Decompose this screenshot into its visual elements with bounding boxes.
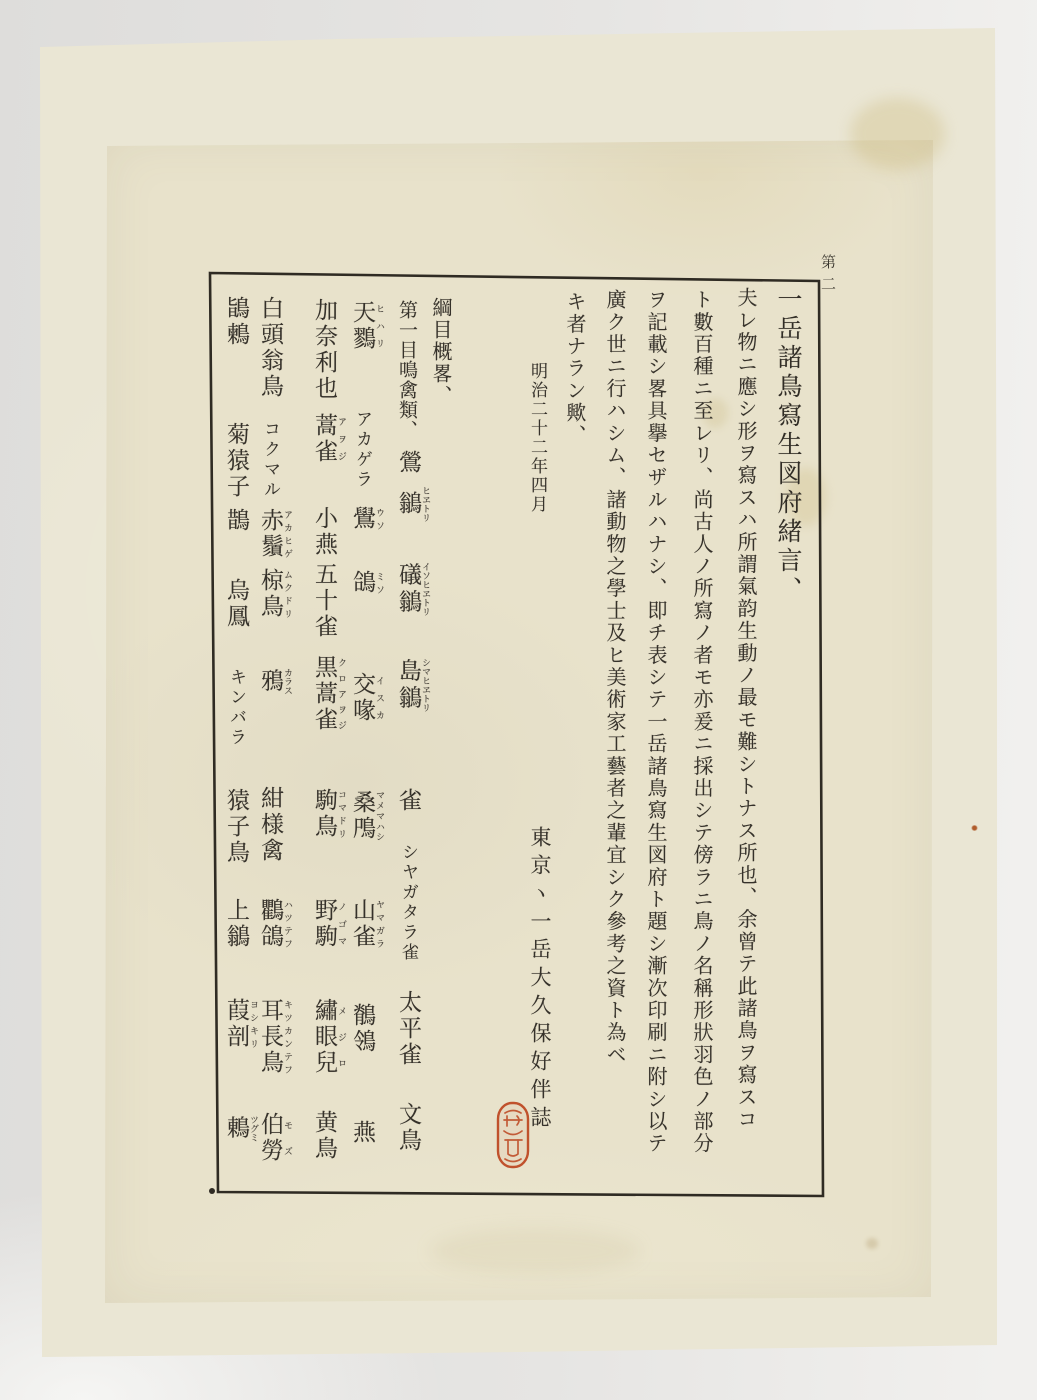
preface-body-column: ト數百種ニ至レリ、尚古人ノ所寫ノ者モ亦爰ニ採出シテ傍ラニ鳥ノ名稱形狀羽色ノ部分	[690, 289, 714, 1155]
preface-body-column: キ者ナラン歟、	[563, 291, 587, 447]
bird-item: 黒蒿雀 クロアヲジ	[311, 655, 346, 733]
catalog-section-heading: 綱目概畧、	[429, 297, 453, 407]
bird-item: 菊猿子	[223, 422, 249, 500]
preface-date: 明治二十二年四月	[527, 362, 547, 514]
preface-body-column: 夫レ物ニ應シ形ヲ寫スハ所謂氣韵生動ノ最モ難シトナス所也、余曾テ此諸鳥ヲ寫スコ	[734, 287, 758, 1131]
bird-item: 文鳥	[395, 1102, 421, 1154]
bird-item: 葭剖 ヨシキリ	[223, 998, 258, 1050]
bird-item: 雀	[395, 788, 421, 814]
bird-item: 鴲鶫	[223, 296, 249, 348]
ink-dot	[971, 825, 978, 831]
bird-item: 白頭翁鳥	[257, 296, 283, 400]
bird-item: 礒鶲 イソヒヱトリ	[395, 562, 430, 616]
bird-item: 上鶲	[223, 898, 249, 950]
bird-item: 鴿 ミソ	[349, 570, 384, 596]
bird-item: 黄鳥	[311, 1110, 337, 1162]
bird-item: 交喙 イスカ	[349, 672, 384, 724]
bird-item: 椋鳥 ムクドリ	[257, 568, 292, 620]
bird-item: キンバラ	[226, 668, 246, 748]
bird-item: 駒鳥 コマドリ	[311, 788, 346, 840]
bird-item: 鶇 ツグミ	[223, 1115, 258, 1142]
preface-signature: 東京ヽ一岳大久保好伴誌	[528, 826, 552, 1134]
catalog-order-heading: 第一目鳴禽類、	[396, 300, 418, 440]
bird-item: 鵲	[223, 508, 249, 534]
bird-item: 耳長鳥 キツカンテフ	[257, 998, 292, 1076]
bird-item: 鶲 ヒヱトリ	[395, 486, 430, 522]
bird-item: 鶯	[395, 450, 421, 476]
bird-item: 猿子鳥	[223, 788, 249, 866]
bird-item: 天鷚 ヒハリ	[349, 300, 384, 352]
bird-item: 山雀 ヤマガラ	[349, 898, 384, 950]
bird-item: 島鶲 シマヒヱトリ	[395, 658, 430, 712]
bird-item: 燕	[349, 1120, 375, 1146]
bird-item: 鸜鴿 ハツテフ	[257, 898, 292, 950]
bird-item: 鷽 ウソ	[349, 506, 384, 532]
bird-item: 烏鳳	[223, 578, 249, 630]
bird-item: 赤鬚 アカヒゲ	[257, 508, 292, 560]
preface-body-column: ヲ記載シ畧具擧セザルハナシ、即チ表シテ一岳諸鳥寫生図府ト題シ漸次印刷ニ附シ以テ	[644, 289, 668, 1155]
bird-item: 太平雀	[395, 990, 421, 1068]
bird-item: 加奈利也	[311, 298, 337, 402]
page-number-marker: 第二	[819, 254, 837, 298]
bird-item: 伯勞 モズ	[257, 1112, 292, 1164]
bird-item: 鴉 カラス	[257, 668, 292, 695]
bird-item: 繡眼兒 メジロ	[311, 998, 346, 1076]
bird-item: コクマル	[260, 420, 280, 500]
bird-item: 蒿雀 アヲジ	[311, 413, 346, 465]
bird-item: 小燕	[311, 506, 337, 558]
bird-item: 野駒 ノゴマ	[311, 898, 346, 950]
bird-item: 鶺鴒	[349, 1003, 375, 1055]
preface-body-column: 廣ク世ニ行ハシム、諸動物之學士及ヒ美術家工藝者之輩宜シク參考之資ト為ベ	[603, 289, 627, 1066]
bird-item: アカゲラ	[352, 410, 372, 490]
bird-item: 紺様禽	[257, 786, 283, 864]
bird-item: 桑鳲 マメマハシ	[349, 790, 384, 842]
bird-item: 五十雀	[311, 562, 337, 640]
bird-item: シヤガタラ雀	[398, 843, 418, 963]
preface-title: 一岳諸鳥寫生図府緒言、	[774, 286, 803, 605]
